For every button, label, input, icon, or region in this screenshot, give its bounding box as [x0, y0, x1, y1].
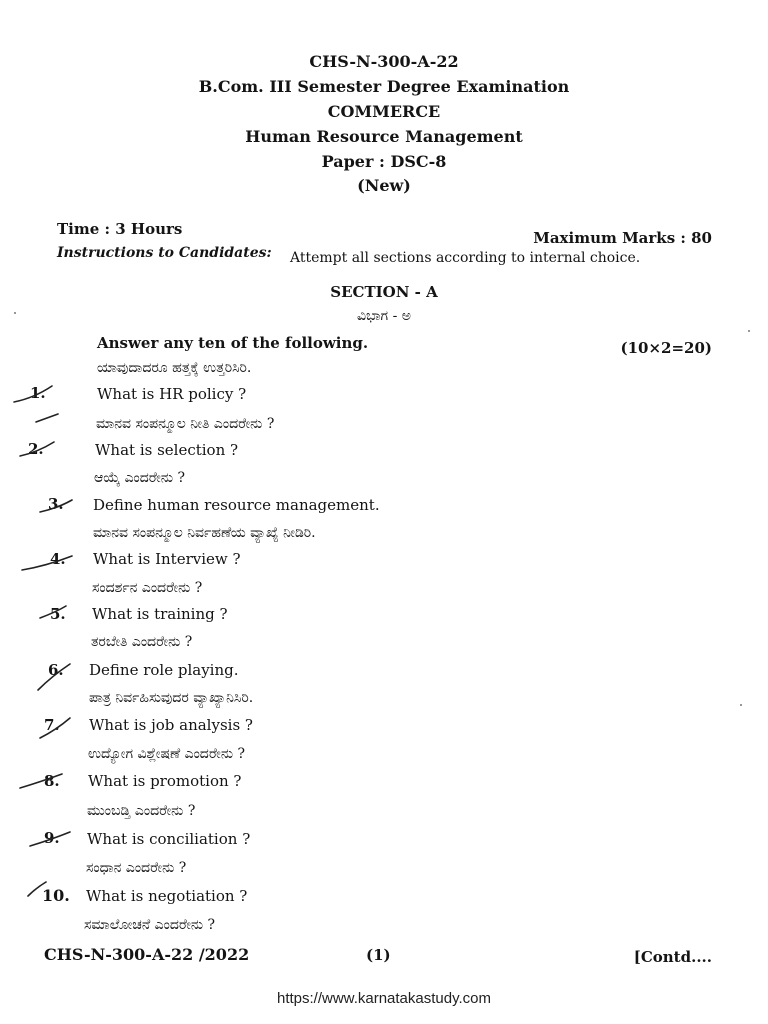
footer-contd: [Contd.... [633, 948, 712, 966]
max-marks: Maximum Marks : 80 [533, 229, 712, 247]
question-text-kn: ಸಂದರ್ಶನ ಎಂದರೇನು ? [92, 580, 203, 596]
question-text: What is job analysis ? [89, 716, 253, 734]
question-number: 6. [48, 661, 64, 679]
question-number: 9. [44, 829, 60, 847]
instructions-text: Attempt all sections according to internal choice. [290, 250, 641, 266]
question-text-kn: ಸಮಾಲೋಚನೆ ಎಂದರೇನು ? [84, 917, 216, 933]
section-marks: (10×2=20) [620, 339, 712, 357]
question-number: 2. [28, 440, 44, 458]
scan-speck [740, 704, 742, 706]
question-text-kn: ಮುಂಬಡ್ತಿ ಎಂದರೇನು ? [87, 803, 196, 819]
question-number: 8. [44, 772, 60, 790]
question-text: Define human resource management. [93, 496, 380, 514]
question-text-kn: ಮಾನವ ಸಂಪನ್ಮೂಲ ನೀತಿ ಎಂದರೇನು ? [96, 416, 275, 432]
tick-mark-10 [28, 882, 46, 896]
question-number: 4. [50, 550, 66, 568]
question-number: 1. [30, 384, 46, 402]
footer-code: CHS-N-300-A-22 /2022 [44, 945, 250, 964]
question-number: 5. [50, 605, 66, 623]
section-directive: Answer any ten of the following. [97, 334, 369, 352]
question-text-kn: ಪಾತ್ರ ನಿರ್ವಹಿಸುವುದರ ವ್ಯಾಖ್ಯಾನಿಸಿರಿ. [89, 690, 254, 706]
paper-title: Paper : DSC-8 [321, 152, 447, 171]
tick-mark-9 [30, 832, 70, 846]
tick-mark-3 [40, 500, 72, 512]
question-text: What is conciliation ? [87, 830, 251, 848]
tick-mark-8 [20, 774, 62, 788]
section-directive-kn: ಯಾವುದಾದರೂ ಹತ್ತಕ್ಕೆ ಉತ್ತರಿಸಿರಿ. [97, 360, 252, 376]
question-text: What is selection ? [95, 441, 239, 459]
course-title: Human Resource Management [245, 127, 523, 146]
paper-code: CHS-N-300-A-22 [309, 52, 459, 71]
question-text: What is HR policy ? [97, 385, 247, 403]
scan-speck [748, 330, 750, 332]
scan-speck [14, 312, 16, 314]
tick-mark-7 [40, 718, 70, 738]
watermark-url: https://www.karnatakastudy.com [277, 990, 491, 1007]
subject-title: COMMERCE [327, 102, 441, 121]
question-number: 7. [44, 716, 60, 734]
tick-mark-5 [40, 606, 66, 618]
question-text-kn: ಮಾನವ ಸಂಪನ್ಮೂಲ ನಿರ್ವಹಣೆಯ ವ್ಯಾಖ್ಯೆ ನೀಡಿರಿ. [93, 525, 316, 541]
tick-mark-2 [20, 442, 54, 456]
instructions-label: Instructions to Candidates: [57, 245, 272, 261]
question-text: What is promotion ? [88, 772, 242, 790]
question-text-kn: ಉದ್ಯೋಗ ವಿಶ್ಲೇಷಣೆ ಎಂದರೇನು ? [88, 746, 246, 762]
footer-page-number: (1) [366, 946, 391, 964]
question-number: 3. [48, 495, 64, 513]
section-title: SECTION - A [330, 283, 438, 301]
exam-title: B.Com. III Semester Degree Examination [198, 77, 570, 96]
question-text: Define role playing. [89, 661, 239, 679]
question-number: 10. [42, 886, 70, 905]
question-text: What is training ? [92, 605, 228, 623]
question-text: What is Interview ? [93, 550, 241, 568]
tick-mark-1b [36, 414, 58, 422]
question-text-kn: ಸಂಧಾನ ಎಂದರೇನು ? [86, 860, 187, 876]
tick-mark-6 [38, 664, 70, 690]
tick-mark-1 [14, 386, 52, 402]
question-text-kn: ಆಯ್ಕೆ ಎಂದರೇನು ? [94, 470, 185, 486]
time-label: Time : 3 Hours [57, 220, 183, 238]
section-title-kn: ವಿಭಾಗ - ಅ [357, 308, 411, 324]
tick-mark-4 [22, 556, 72, 570]
question-text: What is negotiation ? [86, 887, 248, 905]
question-text-kn: ತರಬೇತಿ ಎಂದರೇನು ? [91, 634, 193, 650]
scheme-label: (New) [357, 176, 411, 195]
